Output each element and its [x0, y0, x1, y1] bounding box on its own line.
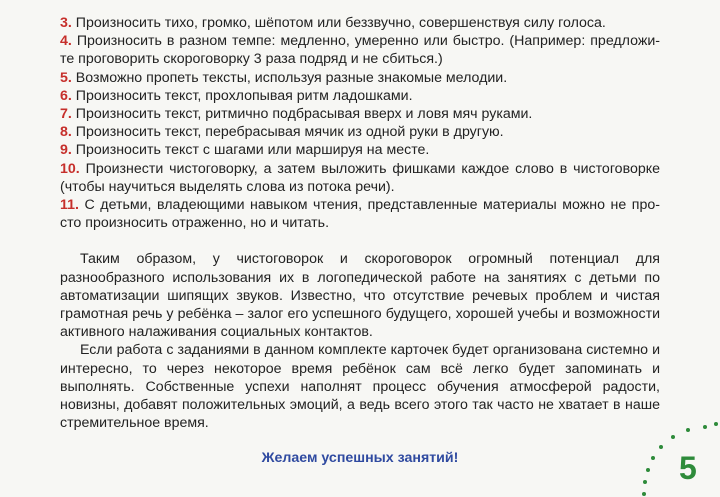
item-number: 7. — [60, 106, 72, 123]
conclusion-paragraph: Если работа с заданиями в данном комплекте карточек будет организована системно и интересно, то через некоторое время ребёнок сам всё легко будет запоминать и выполнять. Собственные успехи наполнят процесс обучения атмосферой радости, новизны, добавят положительных эмоций, а ведь всего этого так часто не хватает в наше стремительное время. — [60, 342, 660, 432]
item-number: 8. — [60, 124, 72, 141]
item-number: 5. — [60, 69, 72, 86]
item-text: Произнести чистоговорку, а затем выложить фишками каждое слово в чистоговорке (чтобы научиться выделять слова из потока речи). — [60, 160, 660, 195]
item-number: 6. — [60, 87, 72, 104]
summary-paragraph: Таким образом, у чистоговорок и скороговорок огромный потенциал для разнообразного использования их в логопедической работе на занятиях с детьми по автоматизации шипящих звуков. Известно, что отсутствие речевых проблем и чистая грамотная речь у ребёнка – залог его успешного будущего, хорошей учебы и возможности активного налаживания социальных контактов. — [60, 251, 660, 341]
closing-wish: Желаем успешных занятий! — [261, 450, 459, 466]
item-text: Произносить текст, прохлопывая ритм ладошками. — [75, 87, 413, 104]
item-text: Произносить тихо, громко, шёпотом или беззвучно, совершенствуя силу голоса. — [75, 15, 606, 31]
item-number: 11. — [60, 197, 79, 214]
item-text: Возможно пропеть тексты, используя разные знакомые мелодии. — [75, 69, 508, 86]
item-text: Произносить текст с шагами или маршируя на месте. — [75, 142, 430, 159]
item-text: Произносить в разном темпе: медленно, умеренно или быстро. (Например: предложи- те проговорить скороговорку 3 раза подряд и не сбиться.) — [60, 33, 660, 68]
item-text: Произносить текст, ритмично подбрасывая вверх и ловя мяч руками. — [75, 106, 533, 123]
item-number: 4. — [60, 33, 72, 50]
item-text: Произносить текст, перебрасывая мячик из одной руки в другую. — [75, 124, 504, 141]
item-number: 9. — [60, 142, 72, 159]
item-text: С детьми, владеющими навыком чтения, представленные материалы можно не про- сто произносить отраженно, но и читать. — [60, 197, 660, 232]
item-number: 10. — [60, 160, 80, 177]
item-number: 3. — [60, 15, 72, 31]
page-number: 5 — [679, 450, 697, 486]
